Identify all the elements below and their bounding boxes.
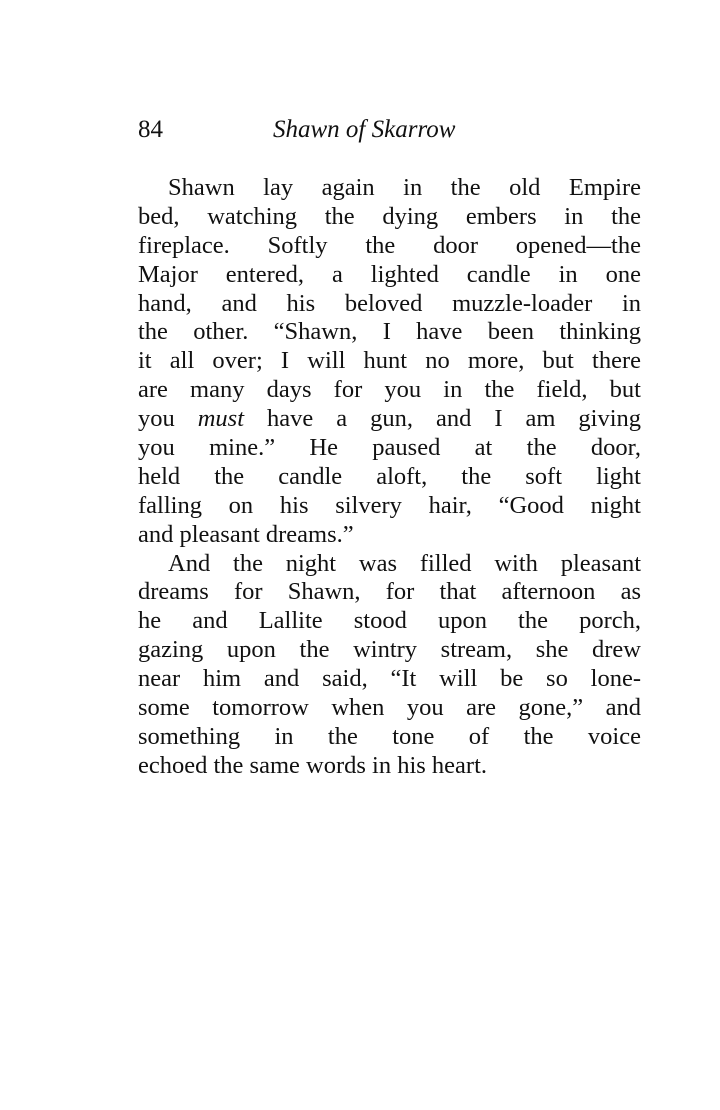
- text-line: near him and said, “It will be so lone-: [138, 665, 641, 693]
- text-line: echoed the same words in his heart.: [138, 751, 488, 779]
- paragraph: [138, 550, 641, 781]
- text-line: hand, and his beloved muzzle-loader in: [138, 289, 641, 317]
- text-line: Major entered, a lighted candle in one: [138, 260, 641, 288]
- body-text: [138, 174, 641, 781]
- text-line: And the night was filled with pleasant: [168, 549, 641, 577]
- running-head: [138, 116, 643, 156]
- text-line: and pleasant dreams.”: [138, 520, 354, 548]
- italic-word: must: [197, 405, 245, 433]
- page-number: 84: [138, 116, 163, 143]
- text-line: something in the tone of the voice: [138, 722, 641, 750]
- text-line: he and Lallite stood upon the porch,: [138, 607, 641, 635]
- text-line: it all over; I will hunt no more, but there: [138, 347, 641, 375]
- text-line: fireplace. Softly the door opened—the: [138, 231, 641, 259]
- text-line: falling on his silvery hair, “Good night: [138, 491, 641, 519]
- text-line: held the candle aloft, the soft light: [138, 462, 641, 490]
- text-line: are many days for you in the field, but: [138, 376, 641, 404]
- text-line: dreams for Shawn, for that afternoon as: [138, 578, 641, 606]
- paragraph: [138, 174, 641, 550]
- text-line: some tomorrow when you are gone,” and: [138, 694, 641, 722]
- running-title: Shawn of Skarrow: [273, 116, 456, 143]
- text-segment: have a gun, and I am giving: [244, 405, 641, 433]
- text-line: the other. “Shawn, I have been thinking: [138, 318, 641, 346]
- text-line: bed, watching the dying embers in the: [138, 202, 641, 230]
- text-line: you mine.” He paused at the door,: [138, 434, 641, 462]
- text-segment: you: [138, 405, 198, 433]
- text-line-with-italic: [138, 405, 641, 434]
- text-line: Shawn lay again in the old Empire: [168, 174, 641, 201]
- text-line: gazing upon the wintry stream, she drew: [138, 636, 641, 664]
